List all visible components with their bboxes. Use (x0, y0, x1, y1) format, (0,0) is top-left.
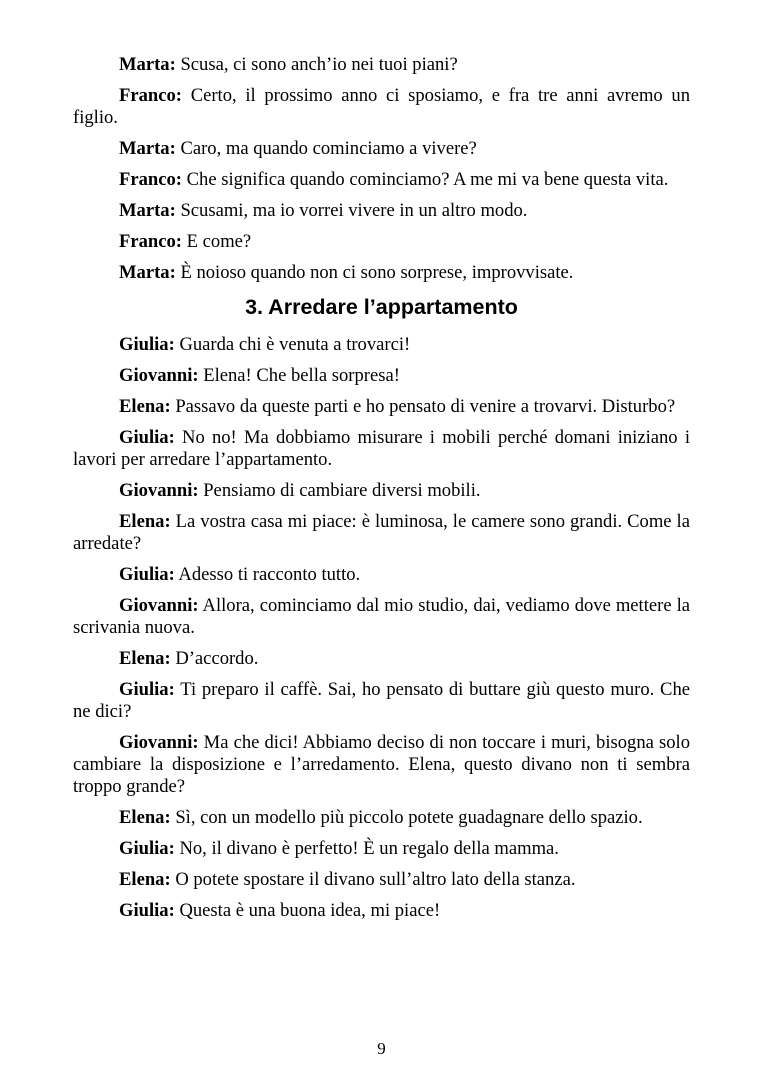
line-text: Questa è una buona idea, mi piace! (179, 900, 441, 921)
dialogue-part-1 (73, 54, 690, 284)
speaker-name: Giulia: (119, 900, 175, 921)
line-text: Allora, cominciamo dal mio studio, dai, vediamo dove mettere la scrivania nuova. (73, 595, 691, 638)
dialogue-line (73, 732, 690, 798)
dialogue-line (73, 231, 690, 253)
line-text: No, il divano è perfetto! È un regalo della mamma. (179, 838, 559, 859)
speaker-name: Giovanni: (119, 732, 199, 753)
speaker-name: Marta: (119, 262, 176, 283)
speaker-name: Marta: (119, 54, 176, 75)
dialogue-line (73, 838, 690, 860)
speaker-name: Giovanni: (119, 480, 199, 501)
line-text: La vostra casa mi piace: è luminosa, le camere sono grandi. Come la arredate? (73, 511, 690, 554)
dialogue-line (73, 334, 690, 356)
line-text: Pensiamo di cambiare diversi mobili. (203, 480, 481, 501)
line-text: Certo, il prossimo anno ci sposiamo, e fra tre anni avremo un figlio. (73, 85, 690, 128)
line-text: Ti preparo il caffè. Sai, ho pensato di buttare giù questo muro. Che ne dici? (73, 679, 690, 722)
speaker-name: Giulia: (119, 564, 175, 585)
line-text: Scusa, ci sono anch’io nei tuoi piani? (180, 54, 458, 75)
speaker-name: Elena: (119, 648, 171, 669)
line-text: Guarda chi è venuta a trovarci! (179, 334, 411, 355)
dialogue-line (73, 480, 690, 502)
speaker-name: Elena: (119, 396, 171, 417)
line-text: È noioso quando non ci sono sorprese, improvvisate. (180, 262, 574, 283)
speaker-name: Franco: (119, 231, 182, 252)
dialogue-line (73, 365, 690, 387)
dialogue-line (73, 511, 690, 555)
line-text: Passavo da queste parti e ho pensato di venire a trovarvi. Disturbo? (175, 396, 676, 417)
dialogue-line (73, 169, 690, 191)
dialogue-line (73, 869, 690, 891)
line-text: Adesso ti racconto tutto. (178, 564, 361, 585)
dialogue-line (73, 396, 690, 418)
line-text: Scusami, ma io vorrei vivere in un altro modo. (180, 200, 528, 221)
line-text: Che significa quando cominciamo? A me mi va bene questa vita. (186, 169, 669, 190)
line-text: Caro, ma quando cominciamo a vivere? (180, 138, 477, 159)
speaker-name: Giulia: (119, 679, 175, 700)
speaker-name: Franco: (119, 85, 182, 106)
dialogue-line (73, 679, 690, 723)
dialogue-line (73, 54, 690, 76)
speaker-name: Elena: (119, 511, 171, 532)
page-body (73, 54, 690, 931)
speaker-name: Giulia: (119, 427, 175, 448)
page-number: 9 (377, 1039, 386, 1058)
speaker-name: Franco: (119, 169, 182, 190)
speaker-name: Elena: (119, 807, 171, 828)
dialogue-line (73, 427, 690, 471)
dialogue-line (73, 262, 690, 284)
section-title: 3. Arredare l’appartamento (245, 295, 518, 319)
speaker-name: Giulia: (119, 838, 175, 859)
speaker-name: Marta: (119, 200, 176, 221)
line-text: O potete spostare il divano sull’altro lato della stanza. (175, 869, 576, 890)
dialogue-line (73, 200, 690, 222)
line-text: Sì, con un modello più piccolo potete guadagnare dello spazio. (175, 807, 643, 828)
dialogue-line (73, 900, 690, 922)
line-text: Elena! Che bella sorpresa! (203, 365, 400, 386)
speaker-name: Marta: (119, 138, 176, 159)
line-text: No no! Ma dobbiamo misurare i mobili perché domani iniziano i lavori per arredare l’appartamento. (73, 427, 690, 470)
line-text: Ma che dici! Abbiamo deciso di non toccare i muri, bisogna solo cambiare la disposizione e l’arredamento. Elena, questo divano non ti sembra troppo grande? (73, 732, 690, 797)
speaker-name: Giovanni: (119, 365, 199, 386)
speaker-name: Giovanni: (119, 595, 199, 616)
speaker-name: Elena: (119, 869, 171, 890)
dialogue-line (73, 807, 690, 829)
dialogue-line (73, 595, 690, 639)
line-text: E come? (186, 231, 252, 252)
dialogue-line (73, 648, 690, 670)
dialogue-part-2 (73, 334, 690, 922)
dialogue-line (73, 85, 690, 129)
speaker-name: Giulia: (119, 334, 175, 355)
dialogue-line (73, 138, 690, 160)
dialogue-line (73, 564, 690, 586)
line-text: D’accordo. (175, 648, 259, 669)
